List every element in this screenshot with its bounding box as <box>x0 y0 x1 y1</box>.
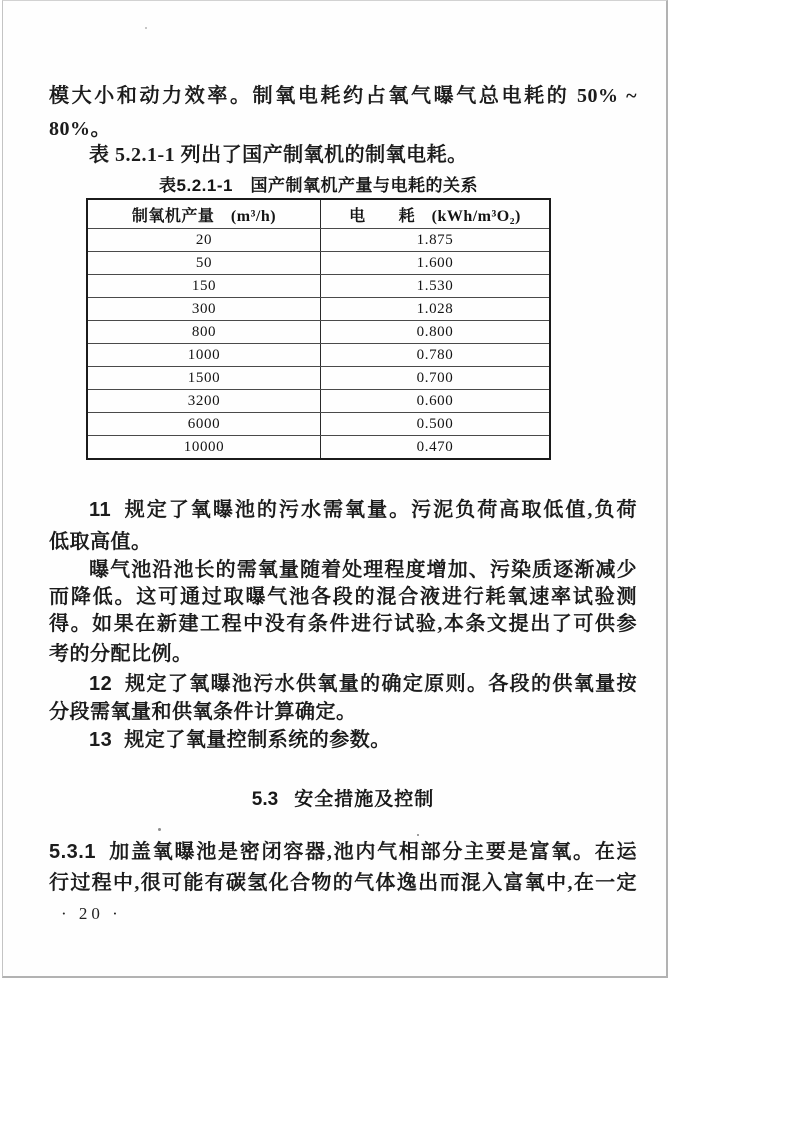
clause-12-line-1 <box>49 673 637 696</box>
table-cell-output: 150 <box>87 275 321 298</box>
table-row <box>87 436 550 460</box>
table-cell-output: 1500 <box>87 367 321 390</box>
table-header-row <box>87 199 550 229</box>
table-cell-output: 6000 <box>87 413 321 436</box>
table-col-header-output: 制氧机产量 (m³/h) <box>87 199 321 229</box>
table-reference-line: 表 5.2.1-1 列出了国产制氧机的制氧电耗。 <box>89 144 468 166</box>
clause-531-line-1 <box>49 841 637 864</box>
oxygen-consumption-table <box>86 198 551 460</box>
scan-speck <box>145 27 147 29</box>
table-row <box>87 275 550 298</box>
clause-number: 12 <box>89 673 113 695</box>
table-cell-power: 0.700 <box>321 367 551 390</box>
table-row <box>87 321 550 344</box>
section-heading <box>49 784 637 811</box>
table-row <box>87 252 550 275</box>
clause-text: 规定了氧曝池的污水需氧量。污泥负荷高取低值,负荷 <box>123 499 637 521</box>
table-cell-power: 0.600 <box>321 390 551 413</box>
table-cell-output: 10000 <box>87 436 321 460</box>
paragraph-line: 曝气池沿池长的需氧量随着处理程度增加、污染质逐渐减少 <box>89 559 637 581</box>
table-cell-output: 50 <box>87 252 321 275</box>
scan-speck <box>417 834 419 836</box>
intro-line-2: 80%。 <box>49 118 111 140</box>
paragraph-line: 考的分配比例。 <box>49 643 193 665</box>
clause-11-line-2: 低取高值。 <box>49 531 152 553</box>
table-cell-output: 3200 <box>87 390 321 413</box>
table-row <box>87 344 550 367</box>
clause-number: 13 <box>89 729 113 751</box>
table-cell-power: 1.028 <box>321 298 551 321</box>
table-cell-power: 1.875 <box>321 229 551 252</box>
table-cell-output: 800 <box>87 321 321 344</box>
table-row <box>87 390 550 413</box>
clause-13-line-1 <box>49 729 637 752</box>
table-cell-power: 1.530 <box>321 275 551 298</box>
paragraph-line: 而降低。这可通过取曝气池各段的混合液进行耗氧速率试验测 <box>49 586 637 608</box>
section-title: 安全措施及控制 <box>294 789 435 810</box>
clause-12-line-2: 分段需氧量和供氧条件计算确定。 <box>49 701 357 723</box>
clause-number: 5.3.1 <box>49 841 96 863</box>
table-cell-output: 20 <box>87 229 321 252</box>
clause-number: 11 <box>89 499 112 521</box>
scan-speck <box>158 828 161 831</box>
table-col-header-power: 电 耗 (kWh/m³O₂) <box>321 199 551 229</box>
clause-text: 规定了氧曝池污水供氧量的确定原则。各段的供氧量按 <box>124 673 637 695</box>
table-row <box>87 367 550 390</box>
clause-531-line-2: 行过程中,很可能有碳氢化合物的气体逸出而混入富氧中,在一定 <box>49 872 637 894</box>
table-row <box>87 229 550 252</box>
table-cell-power: 0.780 <box>321 344 551 367</box>
table-cell-power: 1.600 <box>321 252 551 275</box>
table-caption: 表5.2.1-1 国产制氧机产量与电耗的关系 <box>159 176 478 195</box>
document-page <box>2 0 668 978</box>
clause-11-line-1 <box>49 499 637 522</box>
table-row <box>87 413 550 436</box>
table-cell-output: 1000 <box>87 344 321 367</box>
intro-line-1: 模大小和动力效率。制氧电耗约占氧气曝气总电耗的 50% ~ <box>49 85 637 107</box>
section-number: 5.3 <box>251 789 279 810</box>
table-cell-power: 0.800 <box>321 321 551 344</box>
table-cell-power: 0.470 <box>321 436 551 460</box>
paragraph-line: 得。如果在新建工程中没有条件进行试验,本条文提出了可供参 <box>49 613 637 635</box>
clause-text: 规定了氧量控制系统的参数。 <box>124 729 391 751</box>
page-number: · 20 · <box>61 904 122 923</box>
table-row <box>87 298 550 321</box>
table-cell-output: 300 <box>87 298 321 321</box>
table-cell-power: 0.500 <box>321 413 551 436</box>
clause-text: 加盖氧曝池是密闭容器,池内气相部分主要是富氧。在运 <box>107 841 637 863</box>
